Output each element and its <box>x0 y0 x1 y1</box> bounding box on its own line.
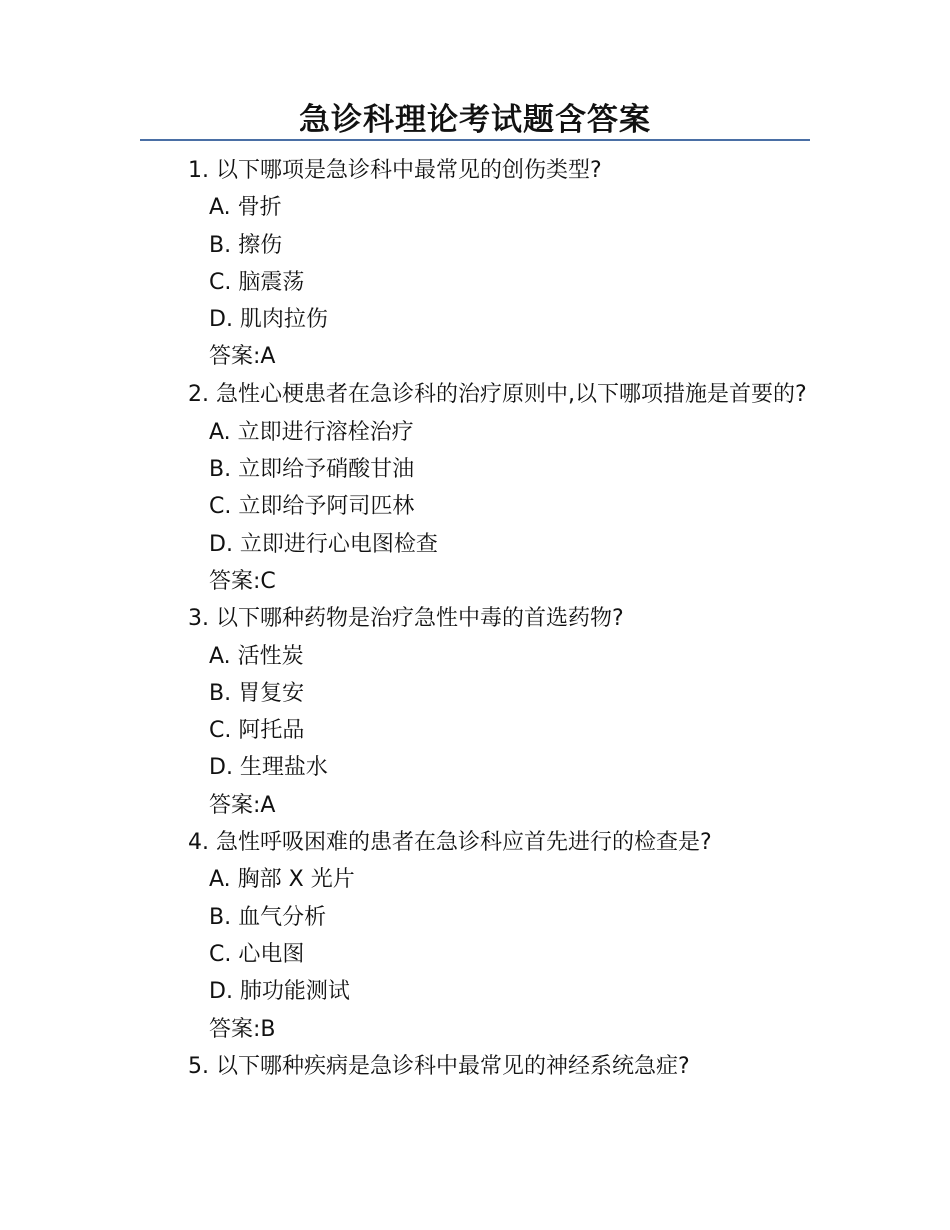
option-item: C. 阿托品 <box>209 718 305 744</box>
option-item: B. 立即给予硝酸甘油 <box>209 457 415 483</box>
question-text: 5. 以下哪种疾病是急诊科中最常见的神经系统急症? <box>188 1053 690 1079</box>
option-item: C. 脑震荡 <box>209 269 305 295</box>
option-item: D. 生理盐水 <box>209 755 328 781</box>
option-item: C. 立即给予阿司匹林 <box>209 494 415 520</box>
option-item: D. 肌肉拉伤 <box>209 307 328 333</box>
answer-text: 答案:A <box>209 344 276 370</box>
question-text: 1. 以下哪项是急诊科中最常见的创伤类型? <box>188 158 602 183</box>
question-text: 4. 急性呼吸困难的患者在急诊科应首先进行的检查是? <box>188 830 712 856</box>
option-item: B. 擦伤 <box>209 232 283 258</box>
title-underline <box>140 139 810 141</box>
option-item: C. 心电图 <box>209 941 305 967</box>
question-list <box>140 152 812 1085</box>
answer-text: 答案:B <box>209 1016 276 1042</box>
option-item: D. 立即进行心电图检查 <box>209 531 438 557</box>
question-text: 3. 以下哪种药物是治疗急性中毒的首选药物? <box>188 606 624 632</box>
option-item: B. 血气分析 <box>209 904 327 930</box>
question-text: 2. 急性心梗患者在急诊科的治疗原则中,以下哪项措施是首要的? <box>188 381 807 407</box>
option-item: B. 胃复安 <box>209 680 305 706</box>
option-item: A. 骨折 <box>209 195 282 221</box>
option-item: D. 肺功能测试 <box>209 979 350 1005</box>
option-item: A. 活性炭 <box>209 643 304 669</box>
option-item: A. 立即进行溶栓治疗 <box>209 419 414 445</box>
document-title: 急诊科理论考试题含答案 <box>299 102 651 138</box>
option-item: A. 胸部 X 光片 <box>209 867 355 893</box>
answer-text: 答案:C <box>209 568 276 594</box>
answer-text: 答案:A <box>209 792 276 818</box>
